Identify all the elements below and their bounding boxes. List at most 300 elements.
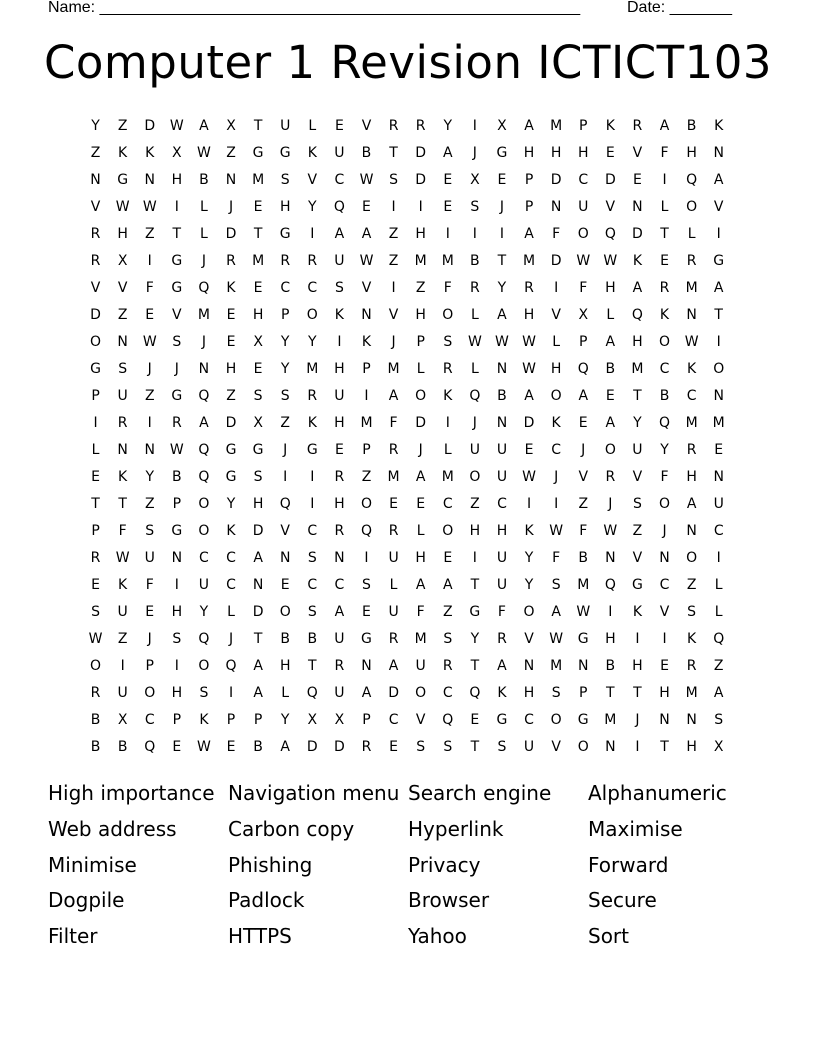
grid-letter: U [117, 603, 128, 620]
grid-letter: R [686, 441, 697, 458]
date-field-line: Date: _______ [627, 0, 732, 16]
grid-letter: K [443, 387, 453, 404]
grid-letter: J [283, 441, 288, 458]
grid-letter: S [334, 279, 344, 296]
grid-letter: M [414, 252, 427, 269]
grid-letter: I [174, 198, 179, 215]
grid-letter: O [523, 603, 535, 620]
grid-letter: T [633, 684, 642, 701]
grid-letter: H [252, 495, 264, 512]
grid-letter: A [497, 657, 507, 674]
grid-letter: N [117, 441, 128, 458]
grid-letter: Q [659, 414, 671, 431]
grid-letter: D [550, 171, 562, 188]
grid-letter: N [225, 171, 237, 188]
grid-letter: R [442, 360, 453, 377]
grid-letter: U [388, 603, 399, 620]
grid-letter: E [660, 657, 669, 674]
grid-letter: L [470, 306, 479, 323]
grid-letter: H [469, 522, 481, 539]
grid-letter: W [115, 549, 130, 566]
grid-letter: M [712, 414, 725, 431]
grid-letter: R [497, 630, 507, 647]
grid-letter: Y [280, 333, 290, 350]
grid-letter: I [391, 279, 396, 296]
grid-letter: U [578, 198, 589, 215]
grid-letter: M [441, 468, 454, 485]
grid-letter: G [252, 144, 264, 161]
grid-letter: H [686, 738, 697, 755]
grid-row [82, 193, 732, 220]
grid-letter: E [389, 495, 398, 512]
grid-letter: R [307, 252, 318, 269]
grid-letter: L [416, 360, 425, 377]
grid-letter: D [604, 171, 616, 188]
grid-letter: P [579, 333, 588, 350]
grid-letter: S [172, 630, 182, 647]
grid-letter: I [445, 225, 450, 242]
grid-letter: Y [633, 414, 642, 431]
grid-letter: Z [117, 306, 128, 323]
grid-letter: Q [604, 225, 616, 242]
grid-letter: S [470, 198, 480, 215]
grid-letter: W [603, 252, 618, 269]
grid-letter: A [686, 495, 697, 512]
grid-letter: B [686, 117, 697, 134]
grid-letter: S [172, 333, 182, 350]
grid-letter: V [632, 468, 643, 485]
grid-letter: A [361, 684, 372, 701]
grid-letter: R [307, 387, 318, 404]
grid-letter: V [172, 306, 182, 323]
grid-letter: R [388, 630, 399, 647]
grid-letter: S [416, 738, 426, 755]
grid-letter: H [496, 522, 508, 539]
grid-letter: I [337, 333, 342, 350]
grid-letter: Q [713, 630, 725, 647]
grid-letter: G [577, 630, 589, 647]
grid-letter: C [388, 711, 399, 728]
grid-letter: Y [660, 441, 669, 458]
grid-letter: I [662, 630, 667, 647]
grid-letter: A [199, 414, 209, 431]
grid-letter: W [115, 198, 130, 215]
grid-letter: U [198, 576, 210, 593]
grid-letter: O [198, 522, 210, 539]
grid-letter: U [144, 549, 155, 566]
grid-letter: B [90, 738, 101, 755]
grid-letter: W [142, 198, 157, 215]
grid-letter: C [334, 171, 345, 188]
grid-letter: P [416, 333, 425, 350]
grid-letter: N [252, 576, 264, 593]
grid-row [82, 247, 732, 274]
grid-letter: I [554, 495, 559, 512]
grid-letter: E [632, 171, 642, 188]
grid-letter: H [334, 360, 345, 377]
grid-letter: C [659, 360, 670, 377]
grid-letter: Z [144, 387, 155, 404]
grid-letter: B [117, 738, 128, 755]
grid-letter: O [90, 657, 102, 674]
grid-letter: J [147, 360, 152, 377]
word-list-item: Browser [408, 888, 490, 913]
grid-letter: G [496, 711, 508, 728]
word-list-item: Alphanumeric [588, 781, 727, 805]
grid-letter: E [91, 576, 100, 593]
grid-letter: A [253, 549, 263, 566]
grid-letter: H [334, 414, 345, 431]
grid-letter: D [252, 522, 264, 539]
grid-letter: Q [442, 711, 454, 728]
grid-letter: U [496, 468, 508, 485]
grid-letter: I [310, 495, 315, 512]
grid-letter: I [120, 657, 125, 674]
grid-letter: L [389, 576, 398, 593]
grid-letter: N [686, 306, 697, 323]
grid-letter: A [497, 306, 507, 323]
grid-letter: I [174, 657, 179, 674]
grid-letter: G [225, 468, 237, 485]
grid-letter: U [388, 549, 399, 566]
grid-letter: U [496, 441, 508, 458]
grid-letter: E [605, 144, 615, 161]
grid-letter: Q [306, 684, 318, 701]
grid-letter: O [550, 711, 562, 728]
grid-letter: I [472, 549, 477, 566]
grid-letter: I [445, 414, 450, 431]
grid-letter: P [524, 198, 534, 215]
grid-letter: E [253, 198, 263, 215]
grid-letter: P [226, 711, 236, 728]
grid-letter: S [280, 171, 290, 188]
grid-letter: Y [308, 198, 317, 215]
grid-letter: U [334, 387, 345, 404]
grid-letter: G [496, 144, 508, 161]
grid-letter: Z [470, 495, 480, 512]
grid-letter: M [685, 279, 698, 296]
grid-letter: P [91, 522, 100, 539]
grid-letter: V [551, 738, 561, 755]
grid-letter: Z [442, 603, 453, 620]
grid-letter: C [659, 576, 670, 593]
grid-letter: S [362, 576, 371, 593]
grid-letter: N [550, 198, 562, 215]
word-list [48, 776, 768, 955]
grid-letter: Q [631, 306, 643, 323]
grid-letter: A [713, 684, 724, 701]
grid-letter: H [117, 225, 128, 242]
grid-letter: Q [279, 495, 291, 512]
grid-row [82, 679, 732, 706]
grid-letter: Z [686, 576, 697, 593]
grid-letter: A [253, 684, 263, 701]
grid-letter: V [361, 279, 372, 296]
grid-letter: X [334, 711, 345, 728]
grid-letter: R [686, 657, 697, 674]
grid-letter: W [603, 522, 618, 539]
grid-letter: V [388, 306, 399, 323]
grid-letter: F [145, 279, 154, 296]
grid-letter: U [469, 441, 480, 458]
grid-letter: N [144, 441, 155, 458]
grid-letter: T [606, 684, 615, 701]
grid-letter: P [145, 657, 154, 674]
grid-letter: W [522, 468, 536, 485]
grid-letter: E [334, 117, 344, 134]
grid-letter: E [253, 360, 263, 377]
grid-letter: Q [198, 441, 210, 458]
grid-letter: B [497, 387, 507, 404]
word-list-item: Padlock [228, 888, 305, 913]
grid-letter: G [171, 522, 183, 539]
grid-letter: V [551, 306, 561, 323]
word-list-item: Navigation menu [228, 781, 400, 805]
grid-letter: F [552, 225, 561, 242]
grid-letter: F [118, 522, 127, 539]
grid-letter: T [253, 225, 263, 242]
grid-letter: M [360, 414, 373, 431]
word-list-item: Forward [588, 852, 669, 877]
grid-letter: Q [469, 387, 481, 404]
grid-row [82, 274, 732, 301]
grid-letter: A [334, 225, 345, 242]
grid-letter: I [554, 279, 559, 296]
grid-letter: S [253, 468, 263, 485]
grid-letter: Z [578, 495, 589, 512]
grid-letter: H [279, 198, 291, 215]
grid-letter: S [443, 333, 453, 350]
grid-letter: X [253, 333, 263, 350]
grid-letter: E [253, 279, 263, 296]
grid-letter: H [225, 360, 237, 377]
grid-letter: A [199, 117, 209, 134]
grid-letter: M [685, 684, 698, 701]
grid-letter: I [716, 333, 721, 350]
grid-letter: E [91, 468, 100, 485]
grid-letter: R [90, 252, 101, 269]
grid-letter: W [522, 360, 536, 377]
grid-letter: P [172, 495, 182, 512]
grid-letter: U [496, 576, 508, 593]
grid-letter: X [578, 306, 589, 323]
word-search-grid [82, 112, 732, 760]
grid-letter: K [361, 333, 372, 350]
grid-letter: B [605, 360, 616, 377]
grid-letter: D [550, 252, 562, 269]
grid-letter: O [360, 495, 372, 512]
grid-letter: J [147, 630, 152, 647]
grid-letter: O [713, 360, 725, 377]
grid-letter: L [416, 522, 425, 539]
grid-letter: J [472, 414, 477, 431]
grid-letter: R [524, 279, 534, 296]
grid-letter: R [334, 657, 345, 674]
grid-letter: H [279, 657, 291, 674]
grid-letter: E [226, 333, 236, 350]
grid-letter: N [90, 171, 101, 188]
grid-letter: A [524, 117, 534, 134]
grid-letter: P [172, 711, 182, 728]
grid-letter: K [307, 414, 317, 431]
grid-letter: E [145, 306, 155, 323]
grid-letter: V [280, 522, 290, 539]
grid-letter: C [307, 576, 318, 593]
grid-letter: G [171, 387, 183, 404]
grid-letter: B [199, 171, 209, 188]
grid-letter: B [280, 630, 290, 647]
grid-letter: M [306, 360, 319, 377]
grid-letter: H [171, 171, 183, 188]
grid-letter: Q [198, 630, 210, 647]
grid-letter: R [90, 684, 101, 701]
grid-letter: Z [226, 387, 236, 404]
word-list-item: Filter [48, 924, 98, 949]
grid-letter: V [90, 198, 101, 215]
grid-letter: E [714, 441, 724, 458]
grid-letter: N [659, 711, 670, 728]
grid-letter: L [470, 360, 479, 377]
grid-letter: L [227, 603, 235, 620]
grid-letter: N [632, 198, 643, 215]
grid-letter: G [117, 171, 129, 188]
grid-letter: T [253, 630, 263, 647]
grid-letter: P [362, 360, 371, 377]
grid-letter: E [416, 495, 426, 512]
grid-letter: W [522, 333, 536, 350]
grid-letter: S [118, 360, 128, 377]
grid-letter: O [90, 333, 102, 350]
grid-letter: Q [144, 738, 156, 755]
grid-letter: F [660, 468, 669, 485]
grid-letter: Q [225, 657, 237, 674]
grid-letter: R [632, 117, 643, 134]
grid-letter: I [608, 603, 613, 620]
grid-letter: R [171, 414, 182, 431]
grid-letter: T [172, 225, 182, 242]
word-list-item: Carbon copy [228, 816, 355, 841]
grid-letter: U [632, 441, 643, 458]
grid-row [82, 166, 732, 193]
grid-row [82, 490, 732, 517]
grid-letter: W [576, 252, 591, 269]
grid-letter: M [550, 657, 563, 674]
grid-letter: C [226, 549, 236, 566]
grid-letter: W [684, 333, 699, 350]
grid-letter: D [415, 171, 427, 188]
grid-row [82, 436, 732, 463]
name-field-line: Name: ______________________________________________________ [48, 0, 581, 16]
grid-letter: Z [144, 225, 155, 242]
grid-row [82, 652, 732, 679]
grid-letter: H [577, 144, 589, 161]
grid-letter: I [499, 225, 505, 242]
word-list-item: Sort [588, 924, 629, 949]
grid-letter: E [280, 576, 290, 593]
grid-row [82, 733, 732, 760]
grid-letter: Y [308, 333, 317, 350]
grid-letter: S [91, 603, 100, 620]
grid-letter: P [362, 711, 371, 728]
grid-letter: T [118, 495, 127, 512]
grid-letter: D [306, 738, 318, 755]
grid-letter: V [415, 711, 426, 728]
grid-row [82, 328, 732, 355]
grid-letter: I [391, 198, 396, 215]
grid-letter: Z [90, 144, 101, 161]
grid-letter: H [605, 279, 616, 296]
grid-letter: S [443, 630, 453, 647]
grid-letter: H [686, 468, 697, 485]
grid-letter: G [225, 441, 237, 458]
grid-letter: S [714, 711, 724, 728]
grid-letter: R [469, 279, 480, 296]
grid-letter: V [117, 279, 128, 296]
grid-letter: R [117, 414, 128, 431]
grid-letter: W [169, 117, 184, 134]
grid-letter: A [253, 657, 263, 674]
grid-letter: H [605, 630, 616, 647]
grid-letter: G [306, 441, 318, 458]
grid-letter: M [252, 171, 265, 188]
grid-letter: X [470, 171, 480, 188]
grid-letter: X [253, 414, 263, 431]
grid-letter: L [714, 603, 723, 620]
grid-letter: E [226, 306, 236, 323]
grid-letter: F [552, 549, 561, 566]
grid-letter: T [714, 306, 723, 323]
grid-letter: L [443, 441, 452, 458]
grid-letter: O [442, 306, 454, 323]
grid-letter: Q [686, 171, 698, 188]
grid-letter: N [523, 657, 535, 674]
grid-letter: C [524, 711, 534, 728]
grid-letter: K [605, 117, 615, 134]
grid-letter: K [118, 576, 128, 593]
grid-letter: K [687, 360, 697, 377]
grid-letter: T [470, 738, 480, 755]
grid-letter: H [523, 684, 535, 701]
grid-letter: M [685, 414, 698, 431]
grid-letter: Z [361, 468, 372, 485]
grid-letter: O [550, 387, 562, 404]
grid-letter: G [631, 576, 643, 593]
grid-letter: E [226, 738, 236, 755]
grid-letter: R [90, 549, 101, 566]
grid-letter: B [90, 711, 101, 728]
grid-letter: C [713, 522, 724, 539]
grid-letter: D [415, 144, 427, 161]
grid-letter: O [577, 225, 589, 242]
grid-letter: J [201, 333, 206, 350]
grid-row [82, 517, 732, 544]
grid-letter: K [334, 306, 344, 323]
grid-letter: I [662, 171, 667, 188]
grid-letter: E [605, 387, 615, 404]
grid-letter: S [199, 684, 209, 701]
grid-letter: J [635, 711, 640, 728]
grid-letter: P [91, 387, 100, 404]
grid-letter: X [307, 711, 318, 728]
grid-letter: U [334, 630, 345, 647]
grid-letter: O [198, 495, 210, 512]
grid-letter: T [91, 495, 100, 512]
grid-letter: L [200, 225, 208, 242]
grid-letter: E [334, 441, 344, 458]
grid-letter: B [172, 468, 182, 485]
grid-letter: L [91, 441, 100, 458]
grid-letter: R [686, 252, 697, 269]
